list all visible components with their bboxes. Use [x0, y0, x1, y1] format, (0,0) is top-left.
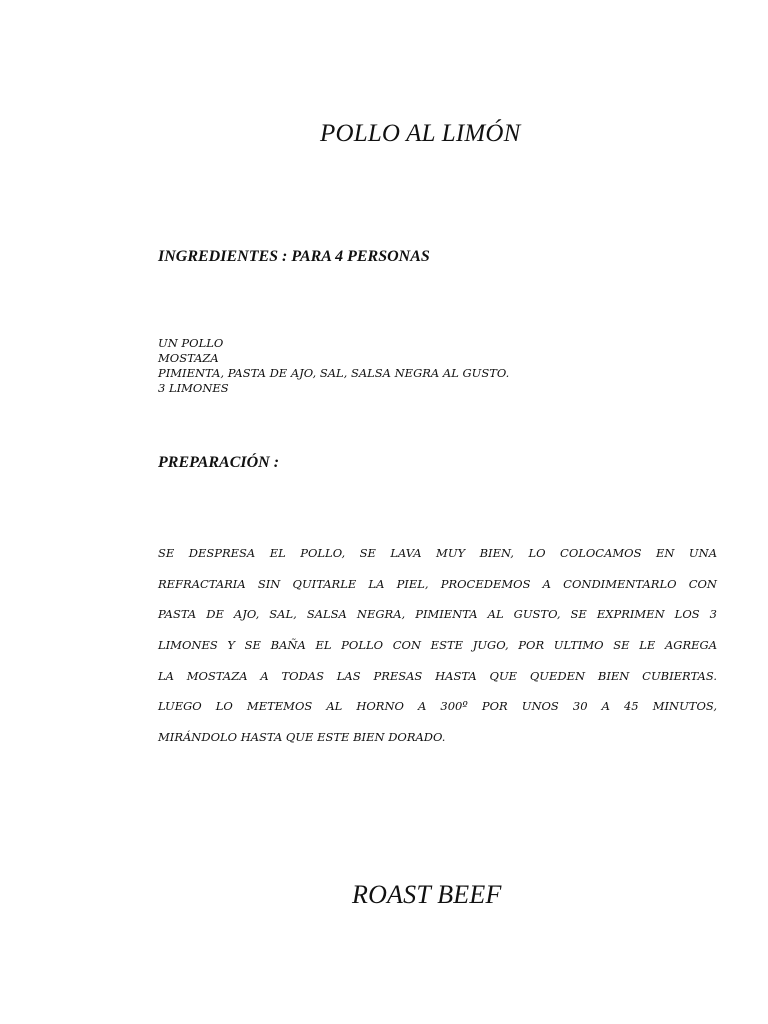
- preparation-line: LUEGO LO METEMOS AL HORNO A 300º POR UNOS 30 A 45 MINUTOS,: [158, 699, 717, 714]
- ingredient-item: UN POLLO: [158, 336, 224, 350]
- preparation-line: PASTA DE AJO, SAL, SALSA NEGRA, PIMIENTA AL GUSTO, SE EXPRIMEN LOS 3: [158, 607, 717, 622]
- recipe-title: ROAST BEEF: [352, 880, 502, 909]
- preparation-heading: PREPARACIÓN :: [158, 454, 280, 471]
- preparation-line: MIRÁNDOLO HASTA QUE ESTE BIEN DORADO.: [158, 730, 446, 745]
- ingredient-item: 3 LIMONES: [158, 381, 229, 395]
- preparation-text: [158, 544, 717, 759]
- ingredient-item: PIMIENTA, PASTA DE AJO, SAL, SALSA NEGRA AL GUSTO.: [158, 366, 510, 380]
- ingredients-list: [158, 336, 509, 396]
- ingredient-item: MOSTAZA: [158, 351, 219, 365]
- preparation-line: SE DESPRESA EL POLLO, SE LAVA MUY BIEN, LO COLOCAMOS EN UNA: [158, 546, 717, 560]
- recipe-title: POLLO AL LIMÓN: [320, 120, 521, 147]
- ingredients-heading: INGREDIENTES : PARA 4 PERSONAS: [158, 248, 430, 265]
- preparation-line: LIMONES Y SE BAÑA EL POLLO CON ESTE JUGO, POR ULTIMO SE LE AGREGA: [158, 638, 717, 653]
- preparation-line: REFRACTARIA SIN QUITARLE LA PIEL, PROCEDEMOS A CONDIMENTARLO CON: [158, 576, 717, 591]
- preparation-line: LA MOSTAZA A TODAS LAS PRESAS HASTA QUE QUEDEN BIEN CUBIERTAS.: [158, 668, 717, 683]
